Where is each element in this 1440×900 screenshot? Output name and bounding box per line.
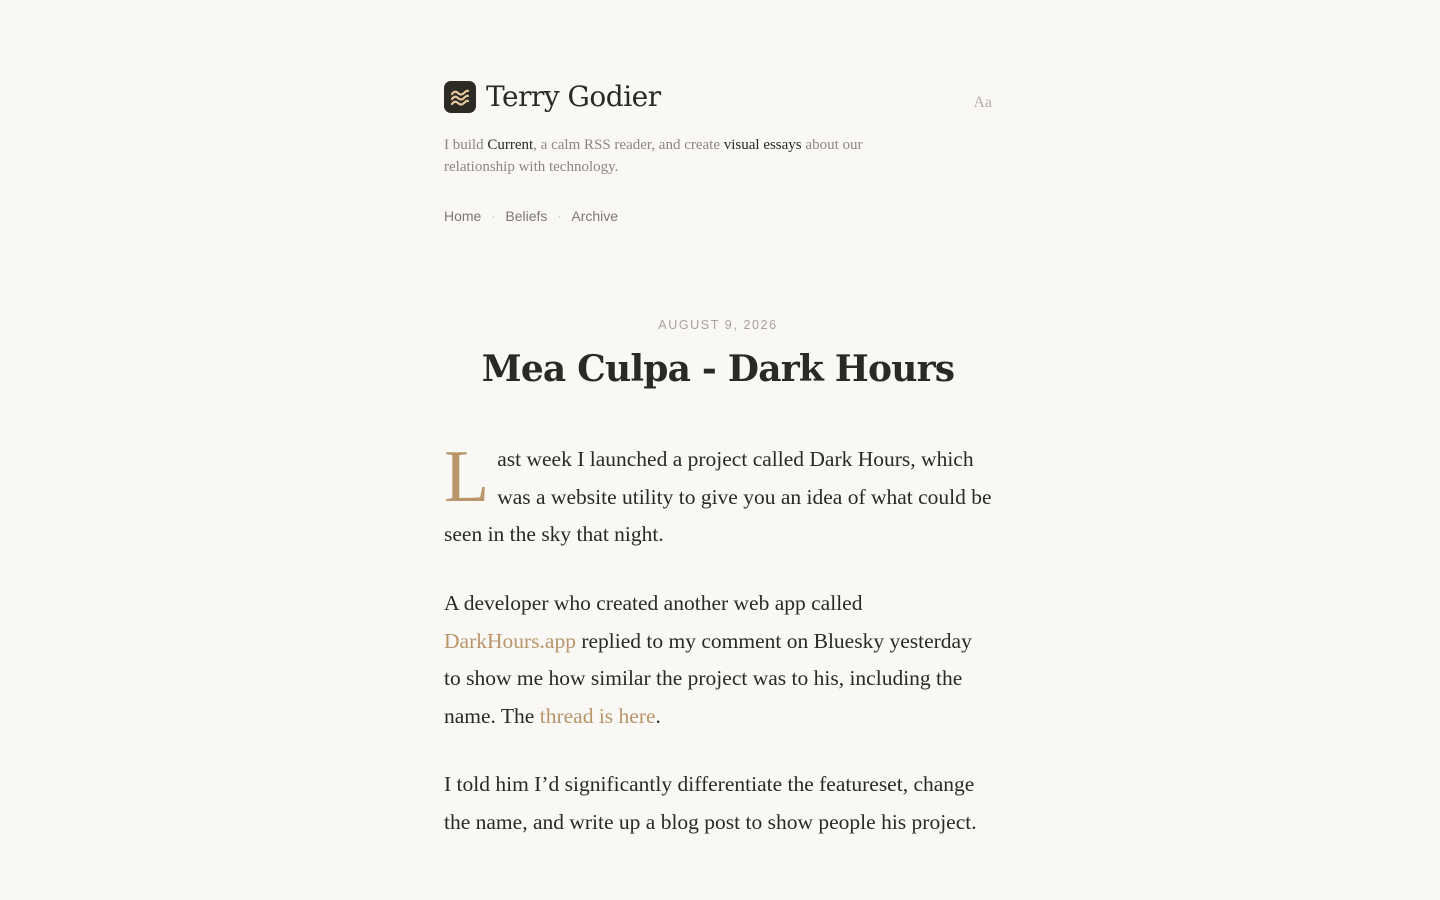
nav-separator: · [491,209,496,223]
paragraph-text: I told him I’d significantly differentiate the featureset, change the name, and write up a blog post to show people his project. [444,772,977,834]
tagline-text: I build [444,137,488,153]
paragraph-text: A developer who created another web app called [444,591,863,615]
site-header [444,80,992,224]
site-name[interactable]: Terry Godier [486,80,661,113]
thread-link[interactable]: thread is here [539,703,656,728]
post-date: AUGUST 9, 2026 [658,318,778,332]
tagline-text: about our relationship with technology. [444,137,863,175]
site-tagline [444,134,914,178]
wave-lines-icon[interactable] [444,81,476,113]
paragraph-text: ast week I launched a project called Dark Hours, which was a website utility to give you an idea of what could be seen in the sky that night. [444,447,992,546]
drop-cap: L [444,436,490,518]
current-link[interactable]: Current [487,137,534,153]
paragraph-2 [444,585,992,735]
nav-home-link[interactable]: Home [444,208,482,224]
darkhours-app-link[interactable]: DarkHours.app [444,628,576,653]
nav-beliefs-link[interactable]: Beliefs [505,208,548,224]
visual-essays-link[interactable]: visual essays [723,137,802,153]
paragraph-1 [444,436,992,554]
tagline-text: , a calm RSS reader, and create [533,137,724,153]
brand[interactable] [444,80,992,114]
post-title: Mea Culpa - Dark Hours [481,348,955,390]
nav-archive-link[interactable]: Archive [571,208,619,224]
main-nav [444,208,992,224]
font-toggle-button[interactable]: Aa [973,94,992,111]
paragraph-text: replied to my comment on Bluesky yesterday to show me how similar the project was to his, including the name. The [444,628,972,728]
paragraph-text: . [655,703,661,728]
nav-separator: · [557,209,562,223]
paragraph-3 [444,766,992,841]
